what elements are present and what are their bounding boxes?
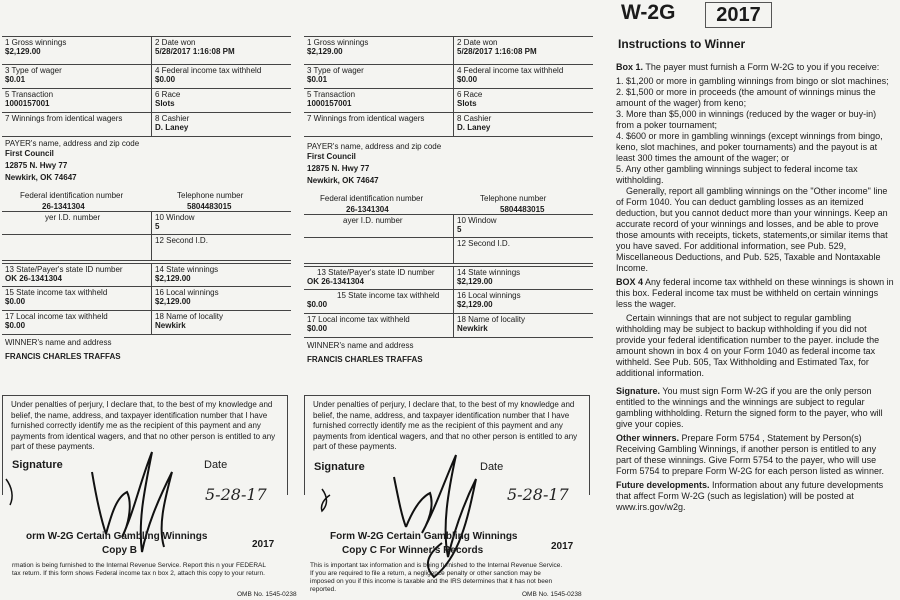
row-box1-2 [2,37,291,65]
box15-value: $0.00 [5,297,26,306]
other-winners-paragraph [616,433,894,477]
list-item-5: 5. Any other gambling winnings subject to federal income tax withholding. [616,164,858,185]
winner-name: FRANCIS CHARLES TRAFFAS [5,352,121,361]
instructions-form-title: W-2G [621,1,676,24]
box1-label: 1 Gross winnings [5,38,67,47]
row-box7-8 [2,113,291,137]
row-box3-4 [304,65,593,89]
list-item-1: 1. $1,200 or more in gambling winnings from bingo or slot machines; [616,76,889,86]
box3-label: 3 Type of wager [307,66,364,75]
instructions-body [616,62,894,516]
box2-value: 5/28/2017 1:16:08 PM [155,47,235,56]
payer-city: Newkirk, OK 74647 [5,173,77,182]
box6-label: 6 Race [457,90,483,99]
box1-value: $2,129.00 [5,47,41,56]
box8-label: 8 Cashier [457,114,492,123]
box16-value: $2,129.00 [457,300,493,309]
row-box17-18 [2,311,291,335]
box3-value: $0.01 [307,75,328,84]
phone-value: 5804483015 [500,205,545,214]
row-box1-2 [304,37,593,65]
box10-value: 5 [457,225,462,234]
payer-city: Newkirk, OK 74647 [307,176,379,185]
box13-value: OK 26-1341304 [5,274,62,283]
row-box13-14 [304,266,593,290]
box4-label: 4 Federal income tax withheld [457,66,564,75]
signature-label: Signature [12,459,63,471]
payer-block [304,141,593,188]
box15-label: 15 State income tax withheld [337,291,440,300]
box18-value: Newkirk [457,324,488,333]
box5-value: 1000157001 [307,99,352,108]
fed-id-label: Federal identification number [20,191,124,200]
box5-label: 5 Transaction [5,90,54,99]
box10-label: 10 Window [457,216,497,225]
box4-label: 4 Federal income tax withheld [155,66,262,75]
phone-label: Telephone number [177,191,244,200]
row-box5-6 [2,89,291,113]
box17-value: $0.00 [5,321,26,330]
box10-label: 10 Window [155,213,195,222]
winner-name: FRANCIS CHARLES TRAFFAS [307,355,423,364]
perjury-statement: Under penalties of perjury, I declare that, to the best of my knowledge and belief, the name, address, and taxpayer identification number that I have furnished correctly identify me as the recipient of this payment and any payments from identical wagers, and that no other person is entitled to any part of these payments. [2,395,288,495]
winner-block [2,337,291,364]
box2-value: 5/28/2017 1:16:08 PM [457,47,537,56]
date-label: Date [204,459,228,471]
future-developments-paragraph [616,480,894,513]
box17-label: 17 Local income tax withheld [5,312,108,321]
row-box7-8 [304,113,593,137]
box4-lead: BOX 4 [616,277,644,287]
box8-value: D. Laney [457,123,491,132]
box18-label: 18 Name of locality [457,315,526,324]
row-box5-6 [304,89,593,113]
box16-label: 16 Local winnings [457,291,521,300]
box14-value: $2,129.00 [155,274,191,283]
future-developments-text: Information about any future developments that affect Form W-2G (such as legislation) will be posted at www.irs.gov/w2g. [616,480,884,512]
box2-label: 2 Date won [457,38,498,47]
box5-label: 5 Transaction [307,90,356,99]
row-box15-16 [304,290,593,314]
box3-value: $0.01 [5,75,26,84]
row-box9-10 [2,211,291,235]
box7-label: 7 Winnings from identical wagers [307,114,425,123]
box6-value: Slots [457,99,477,108]
box9-label: yer I.D. number [45,213,101,222]
other-winners-text: Prepare Form 5754 , Statement by Person(s) Receiving Gambling Winnings, if another person is entitled to any part of these winnings. Give Form 5754 to the payer, who will use Form 5754 to prepare Form W-2G for each person listed as winner. [616,433,884,476]
row-box3-4 [2,65,291,89]
generally-paragraph: Generally, report all gambling winnings on the "Other income" line of Form 1040. You can deduct gambling losses as an itemized deduction, but you cannot deduct more than your winnings. Keep an accurate record of your winnings and losses, and be able to prove those amounts with receipts, tickets, statements,or similar items that you have saved. For additional information, see Pub. 529, Miscellaneous Deductions, and Pub. 525, Taxable and Nontaxable Income. [616,186,888,273]
box15-value: $0.00 [307,300,328,309]
payer-label: PAYER's name, address and zip code [5,139,140,148]
box15-label: 15 State income tax withheld [5,288,108,297]
box18-value: Newkirk [155,321,186,330]
handwritten-date: 5-28-17 [507,485,569,504]
instructions-year: 2017 [705,2,772,28]
omb-number: OMB No. 1545-0238 [522,591,582,598]
box13-label: 13 State/Payer's state ID number [5,265,123,274]
box8-value: D. Laney [155,123,189,132]
row-box17-18 [304,314,593,338]
box16-label: 16 Local winnings [155,288,219,297]
winner-label: WINNER's name and address [5,338,112,347]
box18-label: 18 Name of locality [155,312,224,321]
payer-label: PAYER's name, address and zip code [307,142,442,151]
other-winners-lead: Other winners. [616,433,680,443]
box7-label: 7 Winnings from identical wagers [5,114,123,123]
box9-label: ayer I.D. number [343,216,403,225]
form-w2g-copy-b [2,36,297,598]
list-item-2: 2. $1,500 or more in proceeds (the amount of winnings minus the amount of the wager) from keno; [616,87,876,108]
box2-label: 2 Date won [155,38,196,47]
box17-value: $0.00 [307,324,328,333]
winner-label: WINNER's name and address [307,341,414,350]
form-title: Form W-2G Certain Gambling Winnings [330,531,518,542]
copy-label: Copy B [102,545,137,556]
date-label: Date [480,461,504,473]
copy-label: Copy C For Winner's Records [342,545,484,556]
box14-label: 14 State winnings [155,265,219,274]
row-box13-14 [2,263,291,287]
fed-id-value: 26-1341304 [346,205,389,214]
payer-block [2,138,291,185]
box6-label: 6 Race [155,90,181,99]
phone-label: Telephone number [480,194,547,203]
box1-label: 1 Gross winnings [307,38,369,47]
signature-paragraph [616,386,894,430]
box13-label: 13 State/Payer's state ID number [317,268,435,277]
form-year: 2017 [551,541,574,552]
handwritten-date: 5-28-17 [205,485,267,504]
perjury-statement: Under penalties of perjury, I declare that, to the best of my knowledge and belief, the name, address, and taxpayer identification number that I have furnished correctly identify me as the recipient of this payment and any payments from identical wagers, and that no other person is entitled to any part of these payments. [304,395,590,495]
box8-label: 8 Cashier [155,114,190,123]
fed-id-label: Federal identification number [320,194,424,203]
row-box15-16 [2,287,291,311]
row-box11-12 [2,235,291,261]
box1-paragraph [616,62,894,73]
box5-value: 1000157001 [5,99,50,108]
box1-lead: Box 1. [616,62,644,72]
signature-label: Signature [314,461,365,473]
box4-text: Any federal income tax withheld on these winnings is shown in this box. Federal income tax must be withheld on certain winnings less the wager. [616,277,894,309]
instructions-heading: Instructions to Winner [618,37,746,51]
payer-name: First Council [307,152,356,161]
box4-paragraph [616,277,894,310]
certain-winnings-paragraph: Certain winnings that are not subject to regular gambling withholding may be subject to backup withholding if you did not provide your federal identification number to the payer. include the amount shown in box 4 on your Form 1040 as federal income tax withheld. See Pub. 505, Tax Withholding and Estimated Tax, for additional information. [616,313,880,378]
footnote: This is important tax information and is being furnished to the Internal Revenue Service. If you are required to file a return, a negligence penalty or other sanction may be imposed on you if this income is taxable and the IRS determines that it has not been reported. [310,562,563,593]
box14-value: $2,129.00 [457,277,493,286]
list-item-4: 4. $600 or more in gambling winnings (except winnings from bingo, keno, slot machines, and poker tournaments) and the payout is at least 300 times the amount of the wager; or [616,131,883,163]
future-developments-lead: Future developments. [616,480,710,490]
payer-name: First Council [5,149,54,158]
box6-value: Slots [155,99,175,108]
box13-value: OK 26-1341304 [307,277,364,286]
box4-value: $0.00 [155,75,176,84]
form-year: 2017 [252,539,275,550]
box1-value: $2,129.00 [307,47,343,56]
box12-label: 12 Second I.D. [155,236,208,245]
box4-value: $0.00 [457,75,478,84]
winner-block [304,340,593,367]
box3-label: 3 Type of wager [5,66,62,75]
row-box11-12 [304,238,593,264]
box14-label: 14 State winnings [457,268,521,277]
box1-intro: The payer must furnish a Form W-2G to you if you receive: [645,62,880,72]
signature-lead: Signature. [616,386,661,396]
box16-value: $2,129.00 [155,297,191,306]
signature-text: You must sign Form W-2G if you are the only person entitled to the winnings and the winnings are subject to regular gambling withholding. Return the signed form to the payer, who will give your copies. [616,386,883,429]
box10-value: 5 [155,222,160,231]
box12-label: 12 Second I.D. [457,239,510,248]
row-box9-10 [304,214,593,238]
phone-value: 5804483015 [187,202,232,211]
footnote: rmation is being furnished to the Internal Revenue Service. Report this n your FEDERAL tax return. If this form shows Federal income tax n box 2, attach this copy to your return. [12,562,266,577]
list-item-3: 3. More than $5,000 in winnings (reduced by the wager or buy-in) from a poker tournament; [616,109,877,130]
form-w2g-copy-c [304,36,593,597]
fed-id-value: 26-1341304 [42,202,85,211]
omb-number: OMB No. 1545-0238 [237,591,297,598]
payer-address: 12875 N. Hwy 77 [307,164,370,173]
payer-address: 12875 N. Hwy 77 [5,161,68,170]
form-title: orm W-2G Certain Gambling Winnings [26,531,208,542]
box17-label: 17 Local income tax withheld [307,315,410,324]
